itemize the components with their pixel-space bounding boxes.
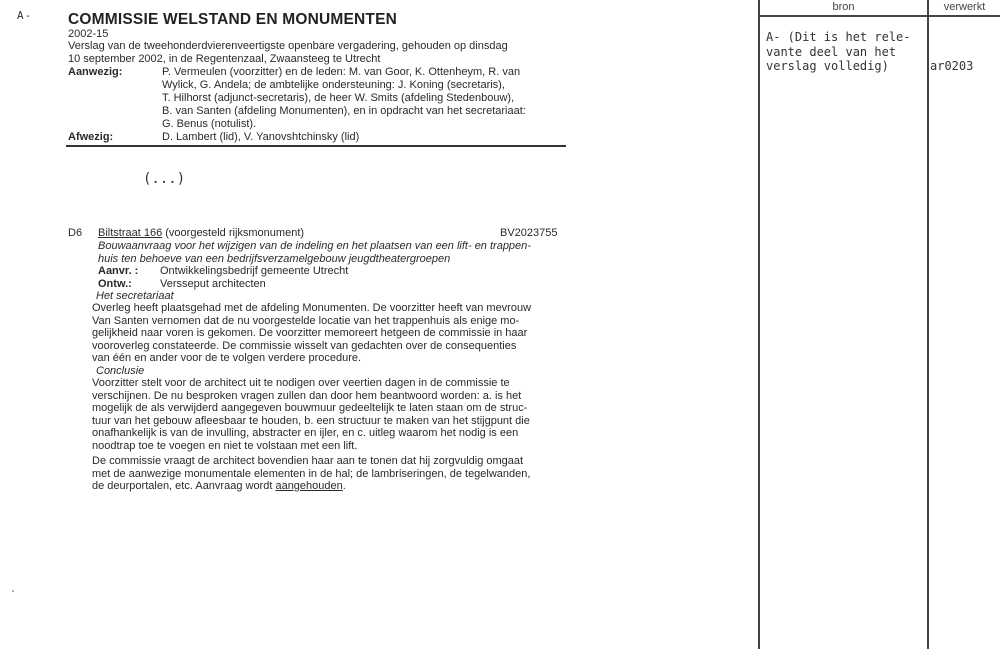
conclusion-paragraph <box>92 377 568 452</box>
designer-value: Versseput architecten <box>160 278 266 290</box>
conclusion-heading: Conclusie <box>96 365 145 377</box>
document-code: 2002-15 <box>68 28 109 40</box>
column-header-processed: verwerkt <box>943 1 986 13</box>
paragraph-line: De commissie vraagt de architect bovendien haar aan te tonen dat hij zorgvuldig omgaat <box>92 455 524 467</box>
paragraph-line: Voorzitter stelt voor de architect uit te nodigen over veertien dagen in de commissie te <box>92 377 510 389</box>
applicant-value: Ontwikkelingsbedrijf gemeente Utrecht <box>160 265 349 277</box>
meeting-line: 10 september 2002, in de Regentenzaal, Zwaansteeg te Utrecht <box>68 53 381 65</box>
margin-mark: A- <box>17 9 33 22</box>
absent-text: D. Lambert (lid), V. Yanovshtchinsky (lid) <box>162 131 360 143</box>
column-divider <box>927 0 929 649</box>
item-number: D6 <box>68 227 83 239</box>
paragraph-line: van één en ander voor de te volgen verdere procedure. <box>92 352 362 364</box>
paragraph-line: tuur van het gebouw afleesbaar te houden, b. een structuur te maken van het stijgpunt die <box>92 414 530 427</box>
description-line: Bouwaanvraag voor het wijzigen van de indeling en het plaatsen van een lift- en trappen- <box>98 240 531 252</box>
meeting-line: Verslag van de tweehonderdvierenveertigste openbare vergadering, gehouden op dinsdag <box>68 40 508 52</box>
item-address: Biltstraat 166 <box>98 227 163 239</box>
description-line: huis ten behoeve van een bedrijfsverzamelgebouw jeugdtheatergroepen <box>98 252 451 265</box>
present-line: P. Vermeulen (voorzitter) en de leden: M. van Goor, K. Ottenheym, R. van <box>162 66 521 78</box>
present-line: T. Hilhorst (adjunct-secretaris), de heer W. Smits (afdeling Stedenbouw), <box>162 92 515 104</box>
applicant-label: Aanvr. : <box>98 265 139 277</box>
column-divider <box>758 0 760 649</box>
source-note: A- (Dit is het rele- vante deel van het verslag volledig) <box>766 30 911 73</box>
present-line: G. Benus (notulist). <box>162 118 257 130</box>
paragraph-line: Van Santen vernomen dat de nu voorgestelde locatie van het trappenhuis als enige mo- <box>92 314 520 327</box>
paragraph-line: vooroverleg constateerde. De commissie wisselt van gedachten over de consequenties <box>92 339 517 352</box>
header-divider <box>66 145 566 147</box>
paragraph-line: mogelijk de als verwijderd aangegeven bouwmuur gedeeltelijk te laten staan om de struc- <box>92 402 528 414</box>
paragraph-line: verschijnen. De nu besproken vragen zullen dan door hem beantwoord worden: a. is het <box>92 389 522 402</box>
omission-mark: (...) <box>143 171 186 187</box>
present-line: B. van Santen (afdeling Monumenten), en in opdracht van het secretariaat: <box>162 105 526 117</box>
column-header-source: bron <box>832 1 855 13</box>
secretariat-heading: Het secretariaat <box>96 290 174 302</box>
scan-speck <box>12 590 14 592</box>
absent-label: Afwezig: <box>68 131 114 143</box>
final-paragraph <box>92 455 568 493</box>
item-address-line <box>98 227 304 239</box>
paragraph-line: noodtrap toe te voegen en niet te volstaan met een lift. <box>92 439 358 452</box>
secretariat-paragraph <box>92 302 568 365</box>
decision-text: aangehouden <box>275 480 343 492</box>
item-reference-code: BV2023755 <box>500 227 558 239</box>
paragraph-line: gelijkheid naar voren is gekomen. De voorzitter memoreert hetgeen de commissie in haar <box>92 327 528 339</box>
processed-code: ar0203 <box>930 59 974 73</box>
document-title: COMMISSIE WELSTAND EN MONUMENTEN <box>68 11 398 28</box>
paragraph-line: onafhankelijk is van de invulling, abstracter en ijler, en c. uitleg waarom het nodig is een <box>92 427 519 439</box>
present-line: Wylick, G. Andela; de ambtelijke ondersteuning: J. Koning (secretaris), <box>162 79 505 91</box>
item-description <box>98 240 568 265</box>
paragraph-line: de deurportalen, etc. Aanvraag wordt aangehouden. <box>92 480 346 492</box>
column-header-rule <box>758 15 1000 17</box>
paragraph-line: met de aanwezige monumentale elementen in de hal; de lambriseringen, de tegelwanden, <box>92 467 531 480</box>
item-status: (voorgesteld rijksmonument) <box>162 227 305 239</box>
present-label: Aanwezig: <box>68 66 123 78</box>
paragraph-line: Overleg heeft plaatsgehad met de afdeling Monumenten. De voorzitter heeft van mevrouw <box>92 302 532 314</box>
designer-label: Ontw.: <box>98 278 132 290</box>
